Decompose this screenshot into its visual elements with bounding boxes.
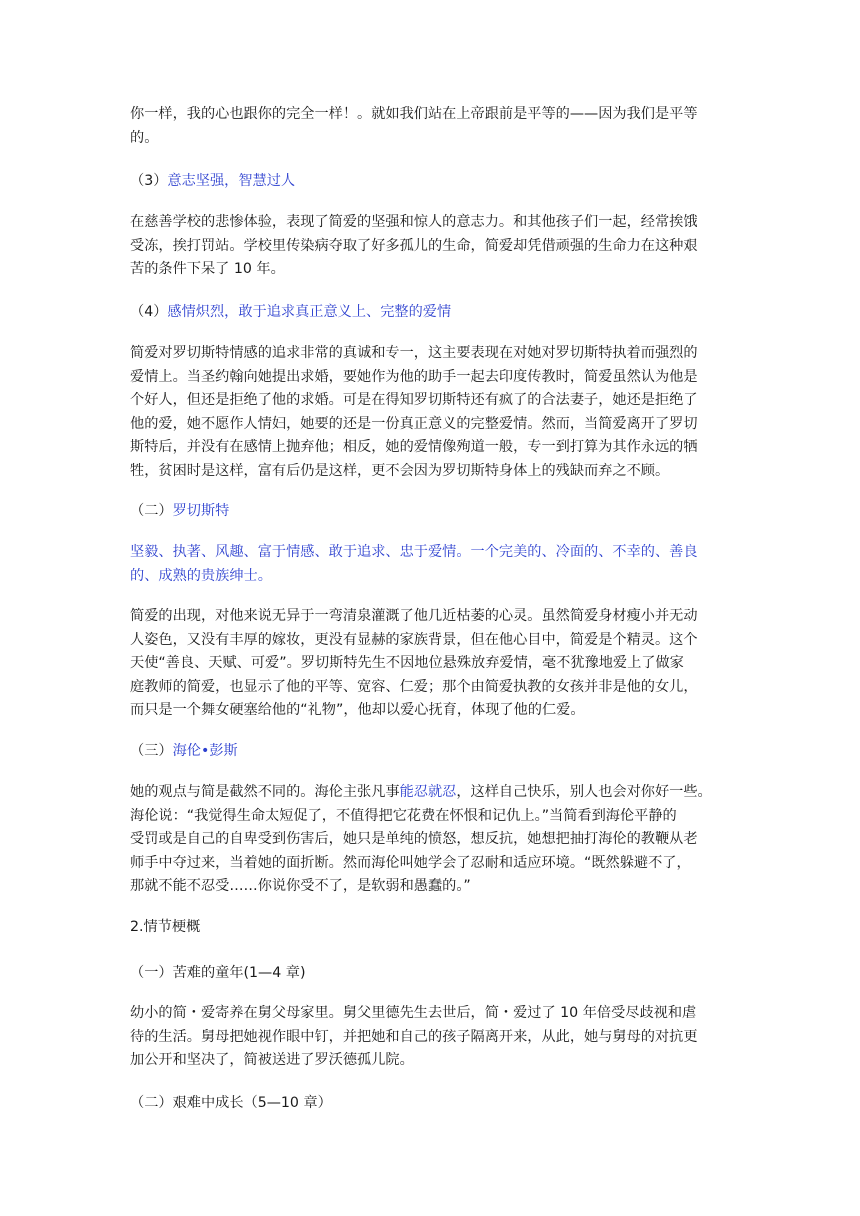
paragraph-3: [130, 211, 735, 282]
text-line: 的。: [130, 129, 159, 146]
paragraph-rochester-traits: [130, 541, 735, 588]
text-line: 苦的条件下呆了 10 年。: [130, 261, 285, 278]
text-line: 受冻，挨打罚站。学校里传染病夺取了好多孤儿的生命，简爱却凭借顽强的生命力在这种艰: [130, 237, 698, 254]
paragraph-helen: [130, 781, 735, 899]
paragraph-intro: [130, 103, 735, 150]
text-line: 简爱的出现，对他来说无异于一弯清泉灌溉了他几近枯萎的心灵。虽然简爱身材瘦小并无动: [130, 608, 698, 624]
heading-number: （3）: [130, 173, 168, 189]
text-line: 海伦说：“我觉得生命太短促了，不值得把它花费在怀恨和记仇上。”当简看到海伦平静的: [130, 807, 677, 824]
heading-number: （4）: [130, 304, 168, 320]
heading-rochester: [130, 500, 735, 524]
heading-text: 罗切斯特: [172, 503, 230, 519]
heading-3: [130, 170, 735, 194]
text-line: 而只是一个舞女硬塞给他的“礼物”，他却以爱心抚育，体现了他的仁爱。: [130, 702, 585, 719]
heading-text: 海伦•彭斯: [172, 743, 238, 759]
heading-number: （三）: [130, 743, 173, 759]
text-line: 爱情上。当圣约翰向她提出求婚，要她作为他的助手一起去印度传教时，简爱虽然认为他是: [130, 368, 698, 385]
heading-number: （二）: [130, 503, 173, 519]
highlight-text: 能忍就忍: [399, 784, 457, 800]
text-line: 简爱对罗切斯特情感的追求非常的真诚和专一，这主要表现在对她对罗切斯特执着而强烈的: [130, 345, 698, 361]
text-line: 斯特后，并没有在感情上抛弃他；相反，她的爱情像殉道一般，专一到打算为其作永远的牺: [130, 439, 698, 456]
text-line: 庭教师的简爱，也显示了他的平等、宽容、仁爱；那个由简爱执教的女孩并非是他的女儿，: [130, 678, 698, 695]
text-line: 天使“善良、天赋、可爱”。罗切斯特先生不因地位悬殊放弃爱情，毫不犹豫地爱上了做家: [130, 655, 684, 672]
heading-plot: 2.情节梗概: [130, 919, 201, 935]
heading-growth: （二）艰难中成长（5—10 章）: [130, 1095, 332, 1111]
text-line: 加公开和坚决了，简被送进了罗沃德孤儿院。: [130, 1052, 414, 1069]
text-line: 坚毅、执著、风趣、富于情感、敢于追求、忠于爱情。一个完美的、冷面的、不幸的、善良: [130, 544, 698, 560]
text-line: 待的生活。舅母把她视作眼中钉，并把她和自己的孩子隔离开来，从此，她与舅母的对抗更: [130, 1028, 698, 1045]
text-line: 牲，贫困时是这样，富有后仍是这样，更不会因为罗切斯特身体上的残缺而弃之不顾。: [130, 462, 670, 479]
heading-helen: [130, 740, 735, 764]
heading-childhood: （一）苦难的童年(1—4 章): [130, 965, 306, 981]
text-line: 受罚或是自己的自卑受到伤害后，她只是单纯的愤怒，想反抗，她想把抽打海伦的教鞭从老: [130, 831, 698, 848]
text-run: ，这样自己快乐，别人也会对你好一些。: [456, 784, 712, 800]
text-line: 人姿色，又没有丰厚的嫁妆，更没有显赫的家族背景，但在他心目中，简爱是个精灵。这个: [130, 631, 698, 648]
text-line: 个好人，但还是拒绝了他的求婚。可是在得知罗切斯特还有疯了的合法妻子，她还是拒绝了: [130, 392, 698, 409]
text-line: [130, 781, 735, 805]
heading-4: [130, 301, 735, 325]
paragraph-4: [130, 342, 735, 484]
paragraph-childhood: [130, 1002, 735, 1073]
text-run: 她的观点与简是截然不同的。海伦主张凡事: [130, 784, 400, 800]
text-line: 的、成熟的贵族绅士。: [130, 567, 272, 584]
text-line: 在慈善学校的悲惨体验，表现了简爱的坚强和惊人的意志力。和其他孩子们一起，经常挨饿: [130, 214, 698, 230]
heading-text: 感情炽烈，敢于追求真正意义上、完整的爱情: [167, 304, 452, 320]
text-line: 他的爱，她不愿作人情妇，她要的还是一份真正意义的完整爱情。然而，当简爱离开了罗切: [130, 415, 698, 432]
text-line: 幼小的简・爱寄养在舅父母家里。舅父里德先生去世后，简・爱过了 10 年倍受尽歧视和虐: [130, 1005, 697, 1021]
heading-text: 意志坚强，智慧过人: [167, 173, 296, 189]
text-line: 那就不能不忍受……你说你受不了，是软弱和愚蠢的。”: [130, 878, 471, 895]
text-line: 师手中夺过来，当着她的面折断。然而海伦叫她学会了忍耐和适应环境。“既然躲避不了，: [130, 854, 691, 871]
paragraph-rochester: [130, 605, 735, 723]
text-line: 你一样，我的心也跟你的完全一样！。就如我们站在上帝跟前是平等的——因为我们是平等: [130, 106, 698, 122]
